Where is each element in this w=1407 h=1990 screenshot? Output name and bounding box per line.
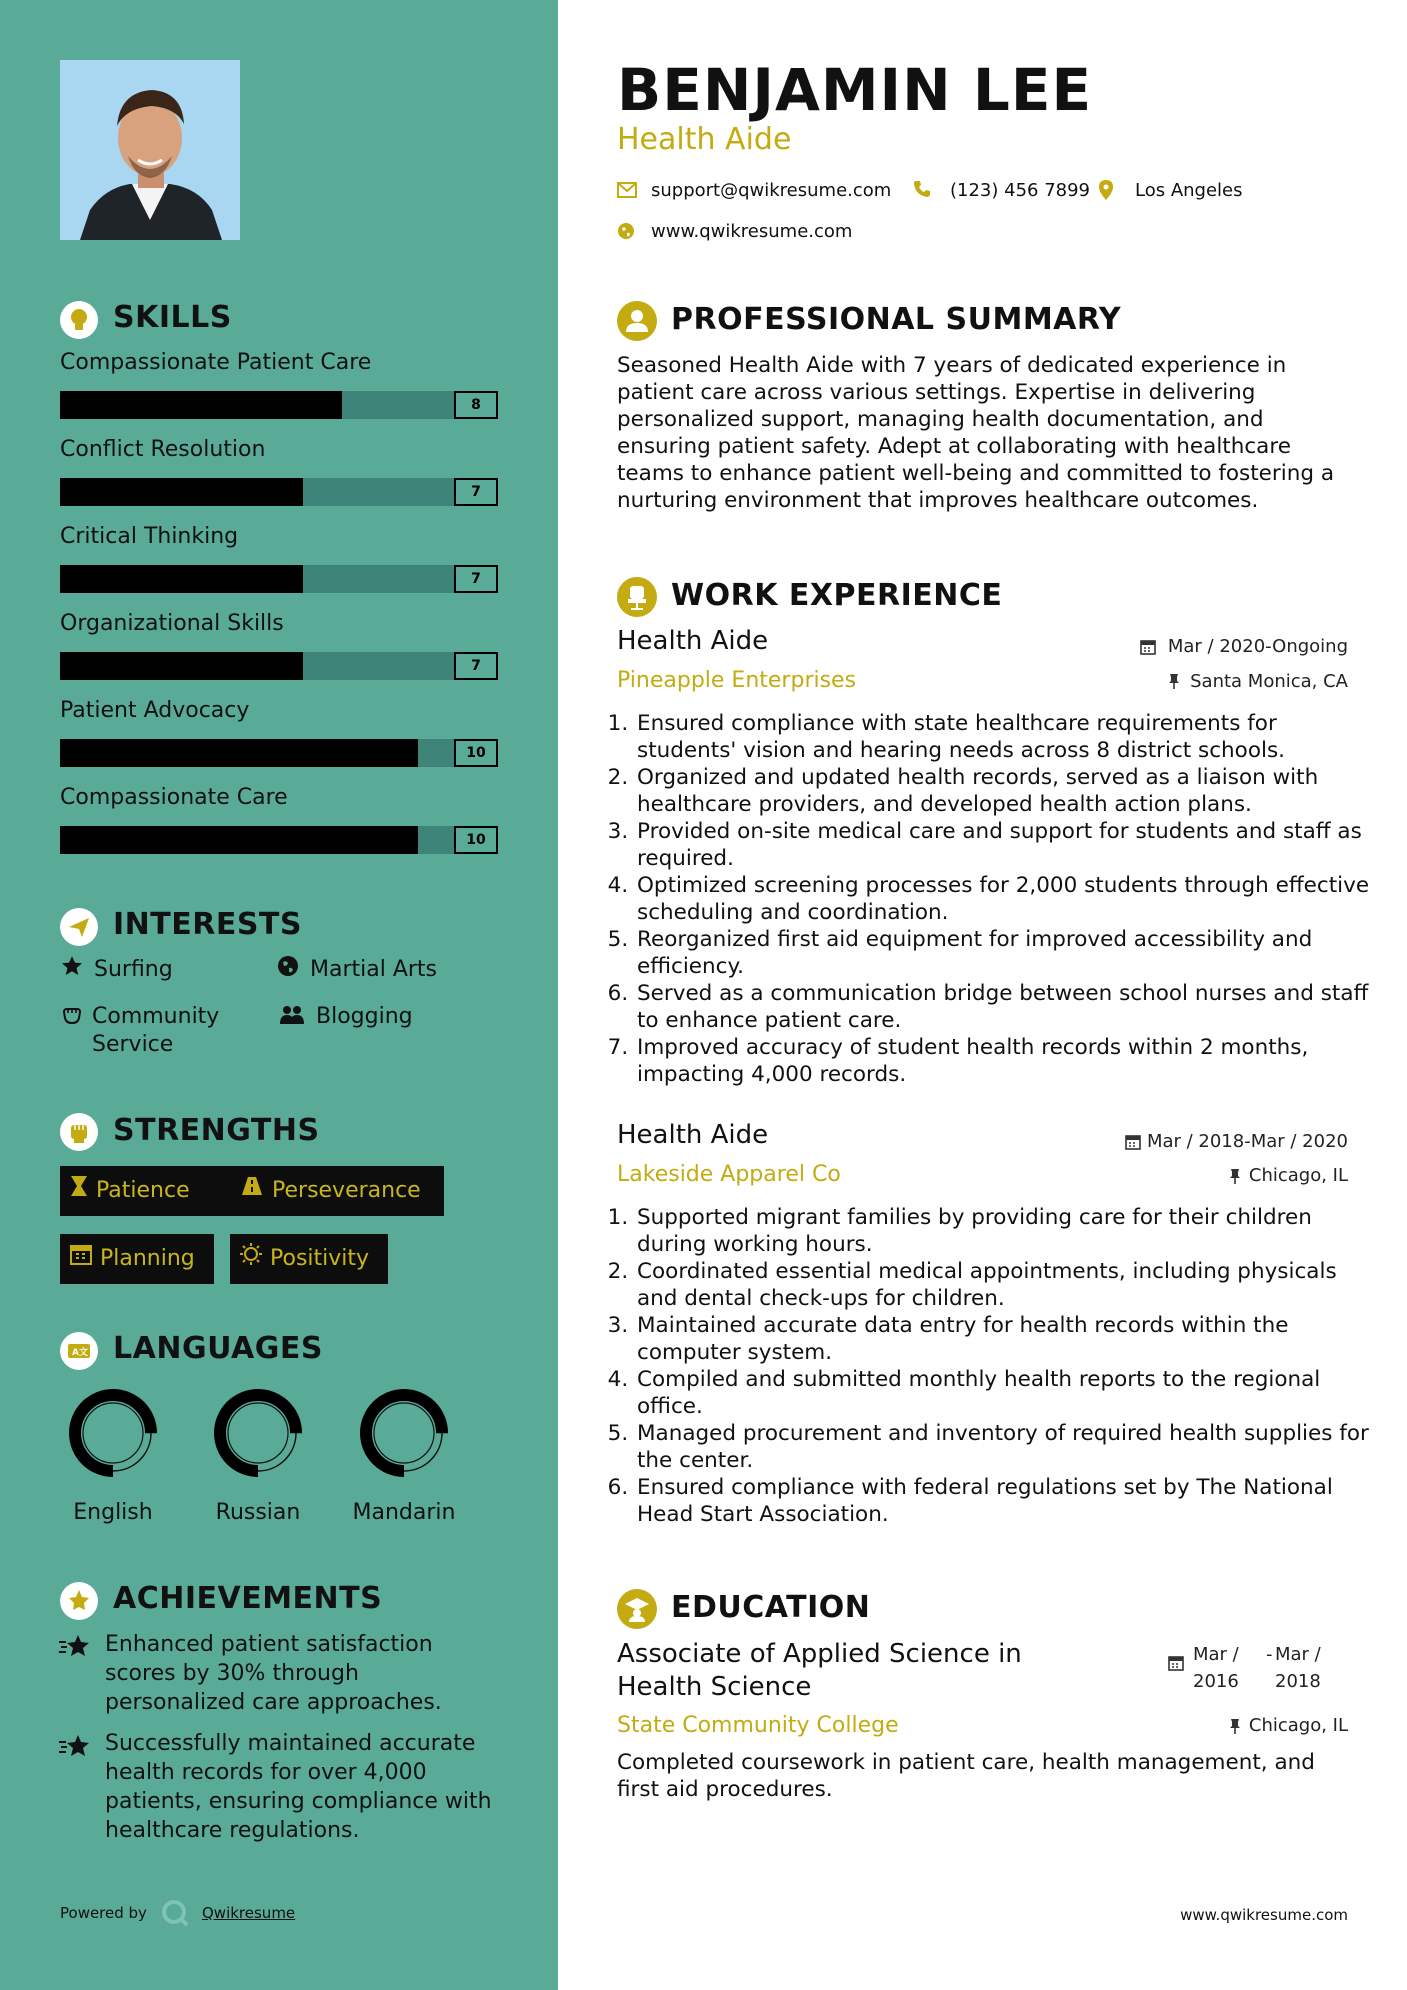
education-heading: EDUCATION [671, 1590, 871, 1625]
skill-bar-fill [60, 478, 303, 506]
calendar-icon [1140, 639, 1156, 659]
strength-label: Patience [96, 1178, 190, 1203]
phone-number: (123) 456 7899 [950, 180, 1091, 201]
strength-badge [60, 1234, 214, 1284]
graduate-icon [617, 1589, 657, 1629]
skill-name: Compassionate Patient Care [60, 350, 372, 375]
skill-name: Organizational Skills [60, 611, 284, 636]
profile-photo [60, 60, 240, 240]
interest-item: Blogging [316, 1004, 413, 1029]
qwikresume-link[interactable]: Qwikresume [202, 1904, 296, 1922]
star-burst-icon [58, 1732, 92, 1760]
language-ring [354, 1383, 454, 1483]
job-dates: Mar / 2018-Mar / 2020 [1146, 1131, 1348, 1152]
office-chair-icon [617, 577, 657, 617]
candidate-name: BENJAMIN LEE [617, 56, 1093, 124]
email-icon [617, 182, 637, 202]
language-ring [208, 1383, 308, 1483]
duty-item: 7. Improved accuracy of student health records within 2 months, impacting 4,000 records. [635, 1034, 1373, 1088]
duty-item: 1. Ensured compliance with state healthcare requirements for students' vision and hearing needs across 8 district schools. [635, 710, 1373, 764]
job-location: Chicago, IL [1248, 1165, 1348, 1186]
job-title: Health Aide [617, 626, 769, 656]
pin-icon [1168, 673, 1180, 693]
skill-bar [60, 826, 498, 854]
duty-item: 1. Supported migrant families by providing care for their children during working hours. [635, 1204, 1373, 1258]
skill-bar-fill [60, 739, 418, 767]
skill-bar [60, 565, 498, 593]
strength-label: Planning [100, 1246, 195, 1271]
interest-item: Surfing [94, 957, 173, 982]
skill-name: Compassionate Care [60, 785, 288, 810]
skill-bar-fill [60, 826, 418, 854]
skills-heading: SKILLS [113, 300, 232, 335]
website-link[interactable]: www.qwikresume.com [651, 221, 853, 242]
skill-level: 10 [454, 739, 498, 767]
interest-item: Martial Arts [310, 957, 438, 982]
globe-icon [276, 954, 302, 982]
phone-icon [913, 180, 931, 202]
skill-bar-fill [60, 391, 342, 419]
skill-bar [60, 391, 498, 419]
skill-bar [60, 739, 498, 767]
hourglass-icon [70, 1166, 88, 1216]
lightbulb-icon [60, 301, 98, 339]
skill-bar-fill [60, 652, 303, 680]
email-link[interactable]: support@qwikresume.com [651, 180, 892, 201]
interest-item: Community Service [92, 1004, 220, 1057]
achievements-heading: ACHIEVEMENTS [113, 1581, 383, 1616]
skill-bar [60, 478, 498, 506]
star-icon [60, 954, 86, 982]
skill-level: 10 [454, 826, 498, 854]
duty-item: 4. Optimized screening processes for 2,000 students through effective scheduling and coordination. [635, 872, 1373, 926]
strength-label: Perseverance [272, 1178, 421, 1203]
globe-icon [617, 222, 635, 244]
hand-icon [60, 1004, 86, 1032]
calendar-icon [70, 1234, 92, 1284]
achievement-item: Enhanced patient satisfaction scores by 30% through personalized care approaches. [105, 1632, 442, 1715]
duty-item: 3. Maintained accurate data entry for health records within the computer system. [635, 1312, 1373, 1366]
skill-name: Conflict Resolution [60, 437, 266, 462]
road-icon [240, 1166, 264, 1216]
skill-level: 7 [454, 565, 498, 593]
sidebar [0, 0, 558, 1990]
school-name: State Community College [617, 1713, 899, 1738]
duty-item: 6. Served as a communication bridge between school nurses and staff to enhance patient care. [635, 980, 1373, 1034]
duty-item: 3. Provided on-site medical care and support for students and staff as required. [635, 818, 1373, 872]
map-marker-icon [1099, 180, 1113, 204]
user-icon [617, 301, 657, 341]
experience-heading: WORK EXPERIENCE [671, 578, 1003, 613]
location-text: Los Angeles [1135, 180, 1243, 201]
star-burst-icon [58, 1632, 92, 1660]
job-duties [611, 1204, 1373, 1528]
date-separator: - [1266, 1644, 1273, 1665]
language-label: English [73, 1500, 153, 1525]
pin-icon [1229, 1718, 1241, 1738]
education-start: Mar / 2016 [1193, 1644, 1239, 1692]
skill-level: 7 [454, 652, 498, 680]
summary-heading: PROFESSIONAL SUMMARY [671, 302, 1122, 337]
duty-item: 5. Reorganized first aid equipment for improved accessibility and efficiency. [635, 926, 1373, 980]
education-end: Mar / 2018 [1275, 1644, 1321, 1692]
qwikresume-logo-icon [160, 1898, 190, 1928]
strength-badge [230, 1166, 444, 1216]
company-name: Lakeside Apparel Co [617, 1162, 841, 1187]
pin-icon [1229, 1168, 1241, 1188]
skill-bar-fill [60, 565, 303, 593]
job-dates: Mar / 2020-Ongoing [1167, 636, 1348, 657]
strength-badge [60, 1166, 230, 1216]
duty-item: 2. Organized and updated health records, served as a liaison with healthcare providers, and developed health action plans. [635, 764, 1373, 818]
language-ring [63, 1383, 163, 1483]
strengths-heading: STRENGTHS [113, 1113, 320, 1148]
fist-icon [60, 1113, 98, 1151]
language-label: Mandarin [352, 1500, 456, 1525]
users-icon [278, 1004, 306, 1032]
summary-text: Seasoned Health Aide with 7 years of dedicated experience in patient care across various settings. Expertise in delivering personalized support, managing health documentation, and ensuring patient safety. Adept at collaborating with healthcare teams to enhance patient well-being and committed to fostering a nurturing environment that improves healthcare outcomes. [617, 353, 1334, 513]
language-label: Russian [215, 1500, 301, 1525]
languages-heading: LANGUAGES [113, 1331, 323, 1366]
language-icon [60, 1332, 98, 1370]
strength-badge [230, 1234, 388, 1284]
skill-level: 8 [454, 391, 498, 419]
skill-level: 7 [454, 478, 498, 506]
duty-item: 6. Ensured compliance with federal regulations set by The National Head Start Association. [635, 1474, 1373, 1528]
education-location: Chicago, IL [1248, 1715, 1348, 1736]
skill-name: Patient Advocacy [60, 698, 250, 723]
sun-icon [240, 1234, 262, 1284]
company-name: Pineapple Enterprises [617, 668, 857, 693]
calendar-icon [1125, 1134, 1141, 1154]
calendar-icon [1168, 1655, 1184, 1675]
duty-item: 4. Compiled and submitted monthly health reports to the regional office. [635, 1366, 1373, 1420]
strength-label: Positivity [270, 1246, 370, 1271]
interests-heading: INTERESTS [113, 907, 302, 942]
powered-by-label: Powered by [60, 1904, 147, 1922]
achievement-item: Successfully maintained accurate health records for over 4,000 patients, ensuring compliance with healthcare regulations. [105, 1731, 492, 1843]
duty-item: 5. Managed procurement and inventory of required health supplies for the center. [635, 1420, 1373, 1474]
job-location: Santa Monica, CA [1190, 671, 1348, 692]
education-description: Completed coursework in patient care, health management, and first aid procedures. [617, 1750, 1315, 1802]
trophy-icon [60, 1582, 98, 1620]
svg-text:A文: A文 [72, 1348, 88, 1358]
skill-bar [60, 652, 498, 680]
candidate-role: Health Aide [617, 122, 792, 157]
paper-plane-icon [60, 908, 98, 946]
footer-website-link[interactable]: www.qwikresume.com [1180, 1906, 1348, 1924]
degree-title: Associate of Applied Science in Health Science [617, 1639, 1022, 1702]
skill-name: Critical Thinking [60, 524, 239, 549]
job-title: Health Aide [617, 1120, 769, 1150]
person-photo-icon [60, 60, 240, 240]
duty-item: 2. Coordinated essential medical appointments, including physicals and dental check-ups for children. [635, 1258, 1373, 1312]
job-duties [611, 710, 1373, 1088]
